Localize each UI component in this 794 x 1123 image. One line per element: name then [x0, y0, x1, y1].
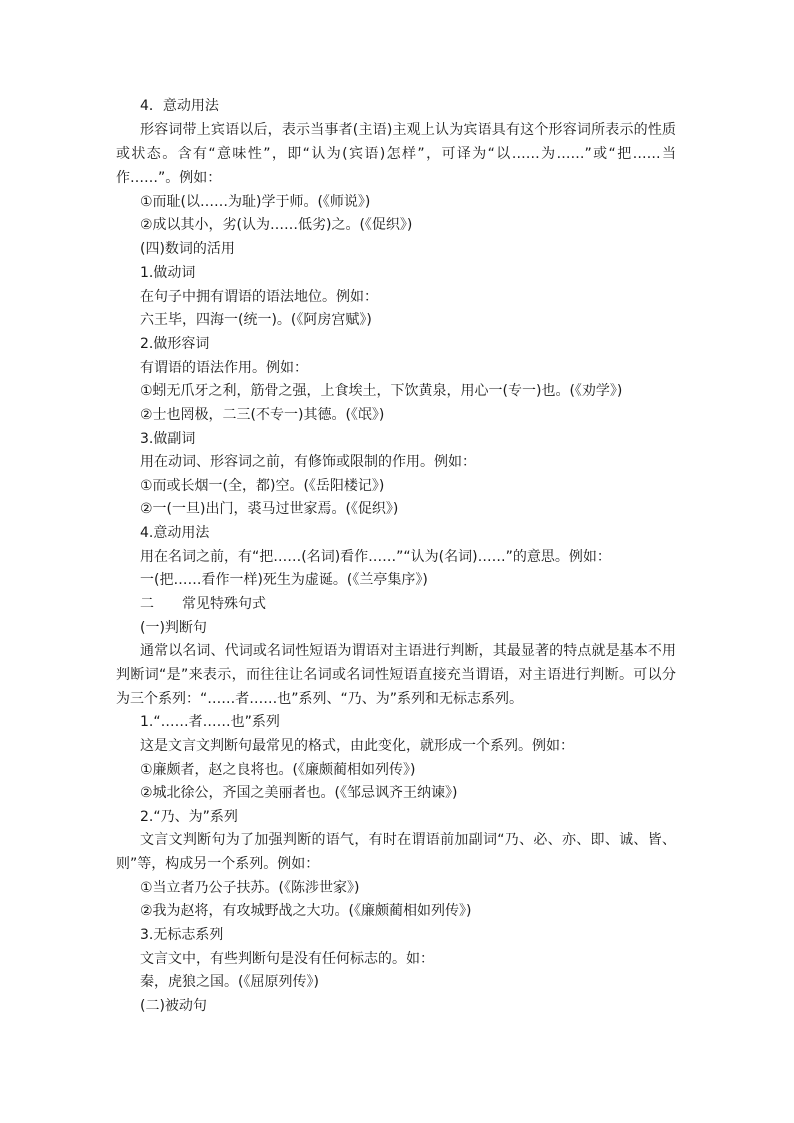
- paragraph-line: 或状态。含有“意味性”，即“认为(宾语)怎样”，可译为“以……为……”或“把……当: [116, 146, 676, 162]
- example-line: ①而耻(以……为耻)学于师。(《师说》): [140, 194, 371, 210]
- example-line: ①当立者乃公子扶苏。(《陈涉世家》): [140, 880, 360, 896]
- paragraph-line: 则”等，构成另一个系列。例如：: [116, 856, 320, 872]
- paragraph-line: 用在动词、形容词之前，有修饰或限制的作用。例如：: [140, 454, 476, 470]
- section-heading: (四)数词的活用: [140, 241, 235, 257]
- subheading: 1.做动词: [140, 265, 196, 281]
- section-heading: (一)判断句: [140, 620, 207, 636]
- example-line: 秦，虎狼之国。(《屈原列传》): [140, 974, 319, 990]
- paragraph-line: 有谓语的语法作用。例如：: [140, 360, 308, 376]
- example-line: ②我为赵将，有攻城野战之大功。(《廉颇蔺相如列传》): [140, 903, 472, 919]
- example-line: 一(把……看作一样)死生为虚诞。(《兰亭集序》): [140, 572, 428, 588]
- paragraph-line: 为三个系列：“……者……也”系列、“乃、为”系列和无标志系列。: [116, 691, 524, 707]
- subheading: 2.做形容词: [140, 336, 210, 352]
- subheading: 3.无标志系列: [140, 927, 224, 943]
- paragraph-line: 用在名词之前，有“把……(名词)看作……”“认为(名词)……”的意思。例如：: [140, 549, 611, 565]
- paragraph-line: 通常以名词、代词或名词性短语为谓语对主语进行判断，其最显著的特点就是基本不用: [140, 643, 676, 659]
- paragraph-line: 文言文判断句为了加强判断的语气，有时在谓语前加副词“乃、必、亦、即、诚、皆、: [140, 832, 676, 848]
- example-line: ②成以其小，劣(认为……低劣)之。(《促织》): [140, 217, 413, 233]
- example-line: ②一(一旦)出门，裘马过世家焉。(《促织》): [140, 501, 399, 517]
- subheading: 3.做副词: [140, 431, 196, 447]
- example-line: 六王毕，四海一(统一)。(《阿房宫赋》): [140, 312, 372, 328]
- example-line: ①蚓无爪牙之利，筋骨之强，上食埃土，下饮黄泉，用心一(专一)也。(《劝学》): [140, 383, 623, 399]
- paragraph-line: 在句子中拥有谓语的语法地位。例如：: [140, 289, 378, 305]
- paragraph-line: 形容词带上宾语以后，表示当事者(主语)主观上认为宾语具有这个形容词所表示的性质: [140, 122, 676, 138]
- paragraph-line: 作……”。例如：: [116, 170, 222, 186]
- example-line: ①廉颇者，赵之良将也。(《廉颇蔺相如列传》): [140, 762, 416, 778]
- subheading: 1.“……者……也”系列: [140, 714, 280, 730]
- paragraph-line: 这是文言文判断句最常见的格式，由此变化，就形成一个系列。例如：: [140, 738, 574, 754]
- chapter-heading: 二 常见特殊句式: [140, 596, 266, 612]
- subheading: 2.“乃、为”系列: [140, 809, 238, 825]
- heading-yidong: 4．意动用法: [140, 98, 219, 114]
- paragraph-line: 判断词“是”来表示，而往往让名词或名词性短语直接充当谓语，对主语进行判断。可以分: [116, 667, 676, 683]
- paragraph-line: 文言文中，有些判断句是没有任何标志的。如：: [140, 951, 434, 967]
- section-heading: (二)被动句: [140, 998, 207, 1014]
- example-line: ①而或长烟一(全，都)空。(《岳阳楼记》): [140, 478, 385, 494]
- subheading: 4.意动用法: [140, 525, 210, 541]
- example-line: ②士也罔极，二三(不专一)其德。(《氓》): [140, 407, 385, 423]
- example-line: ②城北徐公，齐国之美丽者也。(《邹忌讽齐王纳谏》): [140, 785, 458, 801]
